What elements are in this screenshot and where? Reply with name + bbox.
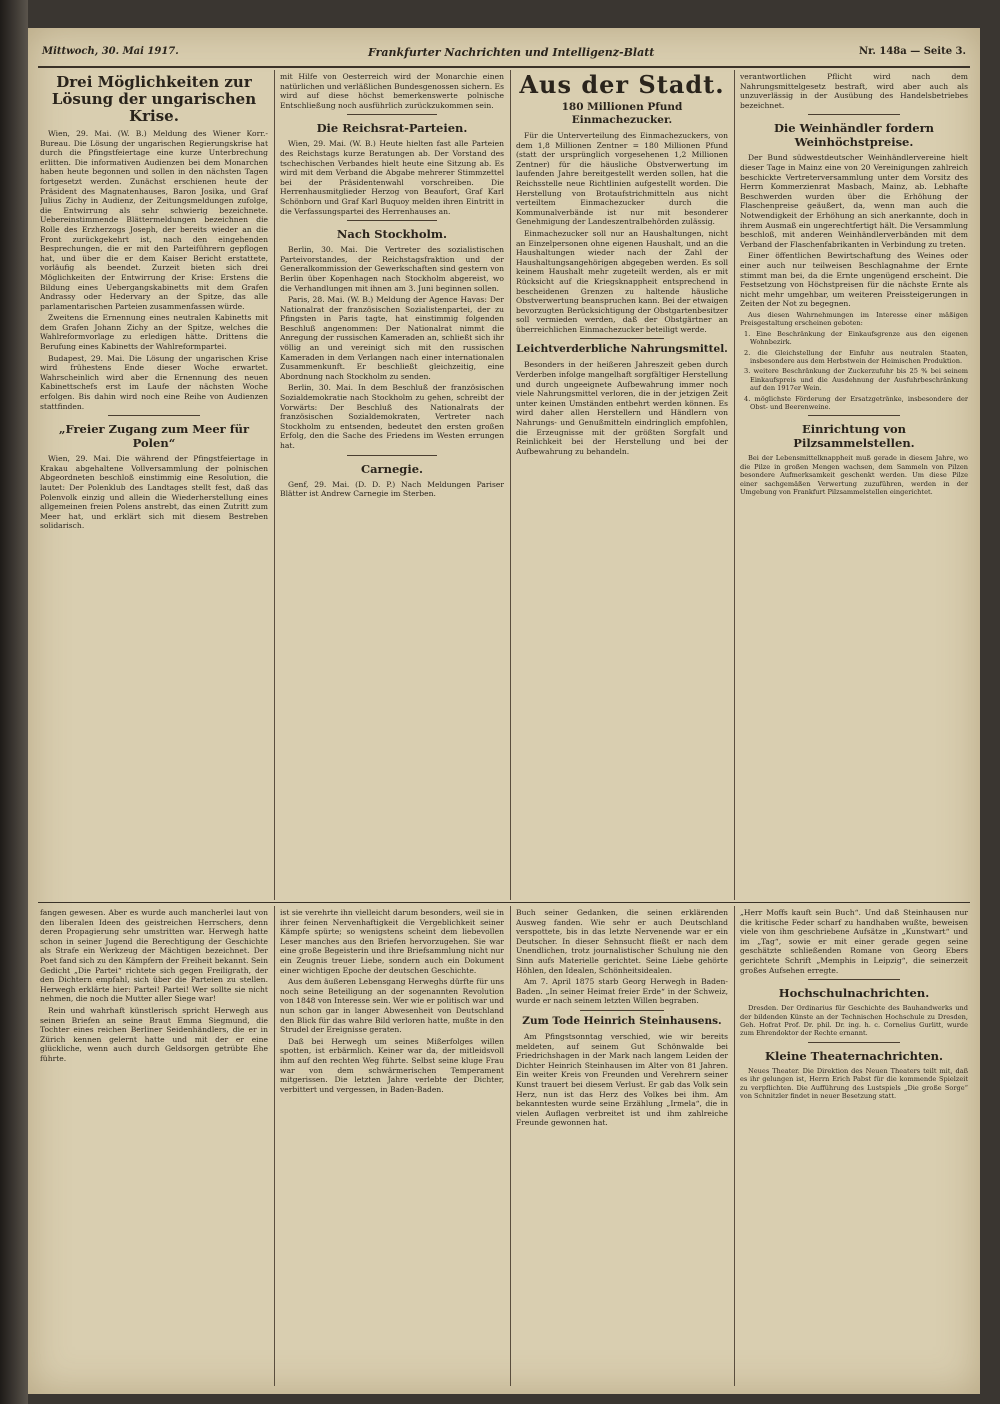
article-title-poland: „Freier Zugang zum Meer für Polen“ [58,422,250,451]
article-paragraph: Bei der Lebensmittelknappheit muß gerade in diesem Jahre, wo die Pilze in großen Mengen wachsen, dem Sammeln von Pilzen besondere Aufmerksamkeit geschenkt werden. Um diese Pilze einer sachgemäßen Verwertung zuzuführen, werden in der Umgebung von Frankfurt Pilzsammelstellen eingerichtet. [740,454,968,496]
separator [108,415,199,416]
article-paragraph: Daß bei Herwegh um seines Mißerfolges willen spotten, ist erbärmlich. Keiner war da, der mitleidsvoll ihm auf den rechten Weg führte. Selbst seine kluge Frau war von dem schwärmerischen Temperament mitgerissen. Die letzten Jahre verlebte der Dichter, verbittert und vergessen, in Baden-Baden. [280,1036,504,1094]
column-rule [510,70,511,900]
article-title-wine-dealers: Die Weinhändler fordern Weinhöchstpreise. [773,121,935,150]
article-title-perishables: Leichtverderbliche Nahrungsmittel. [516,343,728,356]
lower-column-3 [516,908,728,1384]
article-title-mushrooms: Einrichtung von Pilzsammelstellen. [793,422,915,451]
column-rule [274,906,275,1386]
article-paragraph: Der Bund südwestdeutscher Weinhändlervereine hielt dieser Tage in Mainz eine von 20 Vereinigungen zahlreich beschickte Vertreterversammlung unter dem Vorsitz des Herrn Kommerzienrat Masbach, Mainz, ab. Lebhafte Beschwerden wurden über die Erhöhung der Flaschenpreise geäußert, da, wenn man auch die Notwendigkeit der Erhöhung an sich anerkannte, doch in ihrem Ausmaß ein ungerechtfertigt hält. Die Versammlung beschloß, mit anderen Weinhändlerverbänden mit dem Verband der Flaschenfabrikanten in Verbindung zu treten. [740,153,968,249]
section-title-city: Aus der Stadt. [519,72,725,99]
article-title-steinhausen: Zum Tode Heinrich Steinhausens. [522,1014,722,1027]
issue-date: Mittwoch, 30. Mai 1917. [42,46,179,57]
article-paragraph: Am 7. April 1875 starb Georg Herwegh in Baden-Baden. „In seiner Heimat freier Erde“ in der Schweiz, wurde er nach seinem letzten Willen begraben. [516,977,728,1006]
column-rule [274,70,275,900]
lower-column-4 [740,908,968,1384]
article-paragraph: Dresden. Der Ordinarius für Geschichte des Bauhandwerks und der bildenden Künste an der Technischen Hochschule zu Dresden, Geh. Hofrat Prof. Dr. phil. Dr. ing. h. c. Cornelius Gurlitt, wurde zum Ehrendoktor der Rechte ernannt. [740,1004,968,1038]
article-paragraph: Besonders in der heißeren Jahreszeit geben durch Verderben infolge mangelhaft sorgfältiger Herstellung und durch ungeeignete Aufbewahrung immer noch viele Nahrungsmittel verloren, die in der jetzigen Zeit unter keinen Umständen entbehrt werden können. Es wird daher allen Herstellern und Händlern von Nahrungs- und Genußmitteln eindringlich empfohlen, die Erzeugnisse mit der größten Sorgfalt und Reinlichkeit bei der Herstellung und bei der Aufbewahrung zu behandeln. [516,360,728,456]
article-paragraph: Am Pfingstsonntag verschied, wie wir bereits meldeten, auf seinem Gut Schönwalde bei Friedrichshagen in der Mark nach langem Leiden der Dichter Heinrich Steinhausen im Alter von 81 Jahren. Ein weiter Kreis von Freunden und Verehrern seiner Kunst trauert bei diesem Verlust. Er gab das Volk sein Herz, nun ist das Herz des Volkes bei ihm. Am bekanntesten wurde seine Erzählung „Irmela“, die in vielen Auflagen verbreitet ist und ihm zahlreiche Freunde gewonnen hat. [516,1031,728,1128]
article-paragraph: Wien, 29. Mai. (W. B.) Meldung des Wiener Korr.-Bureau. Die Lösung der ungarischen Regierungskrise hat durch die Pfingstfeiertage eine kurze Unterbrechung erlitten. Die informativen Audienzen bei dem Monarchen haben heute begonnen und sollen in den nächsten Tagen fortgesetzt werden. Zunächst erschienen heute der Präsident des Magnatenhauses, Baron Josika, und Graf Julius Zichy in Audienz, der Zeitungsmeldungen zufolge, die Entwirrung als sehr schwierig bezeichnete. Uebereinstimmende Blättermeldungen bezeichnen die Rolle des Erzherzogs Joseph, der bereits wieder an die Front zurückgekehrt ist, nach den eingehenden Besprechungen, die er mit den Parteiführern gepflogen hat, und über die er dem Kaiser Bericht erstattete, vorläufig als beendet. Zurzeit bieten sich drei Möglichkeiten der Entwirrung der Krise: Erstens die Bildung eines Uebergangskabinetts mit dem Grafen Andrassy oder Hedervary an der Spitze, das alle parlamentarischen Parteien zusammenfassen würde. [40,129,268,311]
newspaper-page [28,28,980,1394]
article-paragraph: Berlin, 30. Mai. Die Vertreter des sozialistischen Parteivorstandes, der Reichstagsfraktion und der Generalkommission der Gewerkschaften sind gestern von Berlin über Kopenhagen nach Stockholm abgereist, wo die Verhandlungen mit ihnen am 3. Juni beginnen sollen. [280,245,504,293]
lower-column-2 [280,908,504,1384]
lower-column-1 [40,908,268,1384]
article-title-carnegie: Carnegie. [360,461,424,476]
article-title-stockholm: Nach Stockholm. [336,227,448,242]
column-rule [510,906,511,1386]
article-paragraph: Einmachezucker soll nur an Haushaltungen, nicht an Einzelpersonen ohne eigenen Haushalt, und an die Haushaltungen wieder nach der Zahl der Haushaltungsangehörigen abgegeben werden. Es soll keinem Haushalt mehr zugeteilt werden, als er mit Rücksicht auf die Kriegsknappheit entsprechend in bescheidenen Grenzen zu haltende häusliche Obstverwertung beanspruchen kann. Bei der etwaigen bevorzugten Berücksichtigung der Obstgartenbesitzer soll vermieden werden, daß der Obstgärtner an überreichlichen Einmachezucker beteiligt werde. [516,228,728,334]
article-title-reichsrat: Die Reichsrat-Parteien. [316,121,468,136]
article-paragraph: Für die Unterverteilung des Einmachezuckers, von dem 1,8 Millionen Zentner = 180 Millionen Pfund (statt der ursprünglich vorgesehenen 1,2 Millionen Zentner) für die häusliche Obstverwertung im laufenden Jahre bereitgestellt werden sollen, hat die Reichsstelle neue Richtlinien aufgestellt worden. Die Herstellung von Brotaufstrichmitteln aus nicht verteiltem Einmachezucker durch die Kommunalverbände ist nur mit besonderer Genehmigung der Landeszentralbehörden zulässig. [516,131,728,227]
separator [808,114,899,115]
column-3 [516,72,728,900]
separator [808,979,899,980]
column-1 [40,72,268,900]
column-4 [740,72,968,900]
issue-number: Nr. 148a — Seite 3. [858,46,966,57]
article-paragraph: Berlin, 30. Mai. In dem Beschluß der französischen Sozialdemokratie nach Stockholm zu gehen, schreibt der Vorwärts: Der Beschluß des Nationalrats der französischen Sozialdemokraten, Vertreter nach Stockholm zu entsenden, bedeutet den ersten großen Erfolg, den die Sache des Friedens im Westen errungen hat. [280,383,504,450]
masthead: Frankfurter Nachrichten und Intelligenz-Blatt [368,46,655,59]
article-paragraph: verantwortlichen Pflicht wird nach dem Nahrungsmittelgesetz bestraft, wird aber auch als unzuverlässig in der Ausübung des Handelsbetriebes bezeichnet. [740,72,968,110]
section-rule [38,902,970,903]
article-paragraph: Budapest, 29. Mai. Die Lösung der ungarischen Krise wird frühestens Ende dieser Woche erwartet. Wahrscheinlich wird aber die Ernennung des neuen Kabinettschefs erst im Laufe der nächsten Woche erfolgen. Bis dahin wird noch eine Reihe von Audienzen stattfinden. [40,353,268,411]
article-paragraph: Paris, 28. Mai. (W. B.) Meldung der Agence Havas: Der Nationalrat der französischen Sozialistenpartei, der zu Pfingsten in Paris tagte, hat einstimmig folgenden Beschluß angenommen: Der Nationalrat nimmt die Anregung der russischen Kameraden an, schließt sich ihr völlig an und vereinigt sich mit den russischen Kameraden in dem Verlangen nach einer internationalen Zusammenkunft. Er beschließt gleichzeitig, eine Abordnung nach Stockholm zu senden. [280,295,504,381]
article-paragraph: fangen gewesen. Aber es wurde auch mancherlei laut von den liberalen Ideen des geistreichen Herrschers, denn deren Propagierung sehr umstritten war. Herwegh hatte schon in seiner Jugend die Berechtigung der Geschichte als Strafe ein Werkzeug der Mächtigen bezeichnet. Der Poet fand sich zu den Kämpfern der Freiheit bekannt. Sein Gedicht „Die Partei“ richtete sich gegen Freiligrath, der den Dichtern empfahl, sich über die Parteien zu stellen. Herwegh erklärte hier: Partei! Partei! Wer sollte sie nicht nehmen, die noch die Mutter aller Siege war! [40,908,268,1004]
article-paragraph: Einer öffentlichen Bewirtschaftung des Weines oder einer auch nur teilweisen Beschlagnahme der Ernte stimmt man bei, da die Ernte ungenügend erscheint. Die Festsetzung von Höchstpreisen für die nächste Ernte als nicht mehr umgehbar, um weiteren Preissteigerungen in Zeiten der Not zu begegnen. [740,251,968,309]
article-title-theater: Kleine Theaternachrichten. [764,1048,944,1063]
separator [580,1010,665,1011]
article-paragraph: Neues Theater. Die Direktion des Neuen Theaters teilt mit, daß es ihr gelungen ist, Herrn Erich Pabst für die kommende Spielzeit zu verpflichten. Die Aufführung des Lustspiels „Die große Sorge“ von Schnitzler findet in neuer Besetzung statt. [740,1066,968,1100]
article-title-sugar: 180 Millionen Pfund Einmachezucker. [561,101,683,126]
article-paragraph: Wien, 29. Mai. Die während der Pfingstfeiertage in Krakau abgehaltene Vollversammlung der polnischen Abgeordneten beschloß einstimmig eine Resolution, die lautet: Der Polenklub des Landtages stellt fest, daß das Polenvolk einzig und allein die Wiederherstellung eines allgemeinen freien Polens anstrebt, das einen Zutritt zum Meer hat, und erklärt sich mit diesem Bestreben solidarisch. [40,454,268,531]
article-paragraph: Genf, 29. Mai. (D. D. P.) Nach Meldungen Pariser Blätter ist Andrew Carnegie im Sterben. [280,479,504,499]
column-rule [734,70,735,900]
article-paragraph: „Herr Moffs kauft sein Buch“. Und daß Steinhausen nur die kritische Feder scharf zu handhaben wußte, beweisen viele von ihm geschriebene Aufsätze in „Kunstwart“ und im „Tag“, sowie er mit einer gerade gegen seine geschätzte schließenden Romane von Georg Ebers gerichtete Schrift „Memphis in Leipzig“, die seinerzeit großes Aufsehen erregte. [740,908,968,975]
binding-spine [0,0,28,1404]
list-item: 4. möglichste Förderung der Ersatzgetränke, insbesondere der Obst- und Beerenweine. [744,394,968,411]
article-paragraph: Aus diesen Wahrnehmungen im Interesse einer mäßigen Preisgestaltung erscheinen geboten: [740,310,968,328]
article-paragraph: mit Hilfe von Oesterreich wird der Monarchie einen natürlichen und verläßlichen Bundesgenossen sichern. Es wird auf diese höchst bemerkenswerte polnische Entschließung noch ausführlich zurückzukommen sein. [280,72,504,110]
header-rule [38,66,970,68]
article-paragraph: ist sie verehrte ihn vielleicht darum besonders, weil sie in ihrer feinen Nervenhaftigkeit die Vergeblichkeit seiner Kämpfe spürte; so wenigstens scheint dem liebevollen Leser manches aus den Briefen hervorzugehen. Sie war eine große Begeisterin und ihre Briefsammlung nicht nur ein Zeugnis treuer Liebe, sondern auch ein Dokument einer wichtigen Epoche der deutschen Geschichte. [280,908,504,975]
article-paragraph: Wien, 29. Mai. (W. B.) Heute hielten fast alle Parteien des Reichstags kurze Beratungen ab. Der Vorstand des tschechischen Verbandes hielt heute eine Sitzung ab. Es wird mit dem Verband die Abgabe mehrerer Stimmzettel bei der Präsidentenwahl vorschreiben. Die Herrenhausmitglieder Herzog von Beaufort, Graf Karl Schönborn und Graf Karl Buquoy melden ihren Eintritt in die Verfassungspartei des Herrenhauses an. [280,139,504,216]
column-2 [280,72,504,900]
separator [347,455,437,456]
list-item: 1. Eine Beschränkung der Einkaufsgrenze aus den eigenen Wohnbezirk. [744,329,968,347]
article-paragraph: Rein und wahrhaft künstlerisch spricht Herwegh aus seinen Briefen an seine Braut Emma Siegmund, die Tochter eines reichen Berliner Seidenhändlers, die er in Zürich kennen gelernt hatte und mit der er eine glückliche, wenn auch durch Geldsorgen getrübte Ehe führte. [40,1005,268,1063]
separator [808,415,899,416]
list-item: 2. die Gleichstellung der Einfuhr aus neutralen Staaten, insbesondere aus dem Herbstwein der Heimischen Produktion. [744,348,968,365]
list-item: 3. weitere Beschränkung der Zuckerzufuhr bis 25 % bei seinem Einkaufspreis und die Ausdehnung der Ausfuhrbeschränkung auf den 1917er Wein. [744,367,968,393]
separator [347,114,437,115]
article-paragraph: Aus dem äußeren Lebensgang Herweghs dürfte für uns noch seine Beteiligung an der sogenannten Revolution von 1848 von Interesse sein. Wer wie er politisch war und nun schon gar in langer Abwesenheit von Deutschland den Blick für das wahre Bild verloren hatte, mußte in den Strudel der Ereignisse geraten. [280,977,504,1035]
article-title-universities: Hochschulnachrichten. [778,986,930,1001]
separator [347,220,437,221]
article-paragraph: Buch seiner Gedanken, die seinen erklärenden Ausweg fanden. Wie sehr er auch Deutschland verspottete, bis in das letzte Nervenende war er ein Deutscher. In dieser Sehnsucht fließt er nach dem Unendlichen, trotz journalistischer Schulung nie den Sinn aufs Materielle gerichtet. Seine Liebe gehörte Höhlen, den Idealen, Schönheitsidealen. [516,908,728,975]
separator [580,338,665,339]
article-title-hungarian-crisis: Drei Möglichkeiten zur Lösung der ungarischen Krise. [51,73,257,125]
article-paragraph: Zweitens die Ernennung eines neutralen Kabinetts mit dem Grafen Johann Zichy an der Spitze, welches die Wahlreformvorlage zu erledigen hätte. Drittens die Berufung eines Kabinetts der Wahlreformpartei. [40,313,268,352]
separator [808,1042,899,1043]
column-rule [734,906,735,1386]
